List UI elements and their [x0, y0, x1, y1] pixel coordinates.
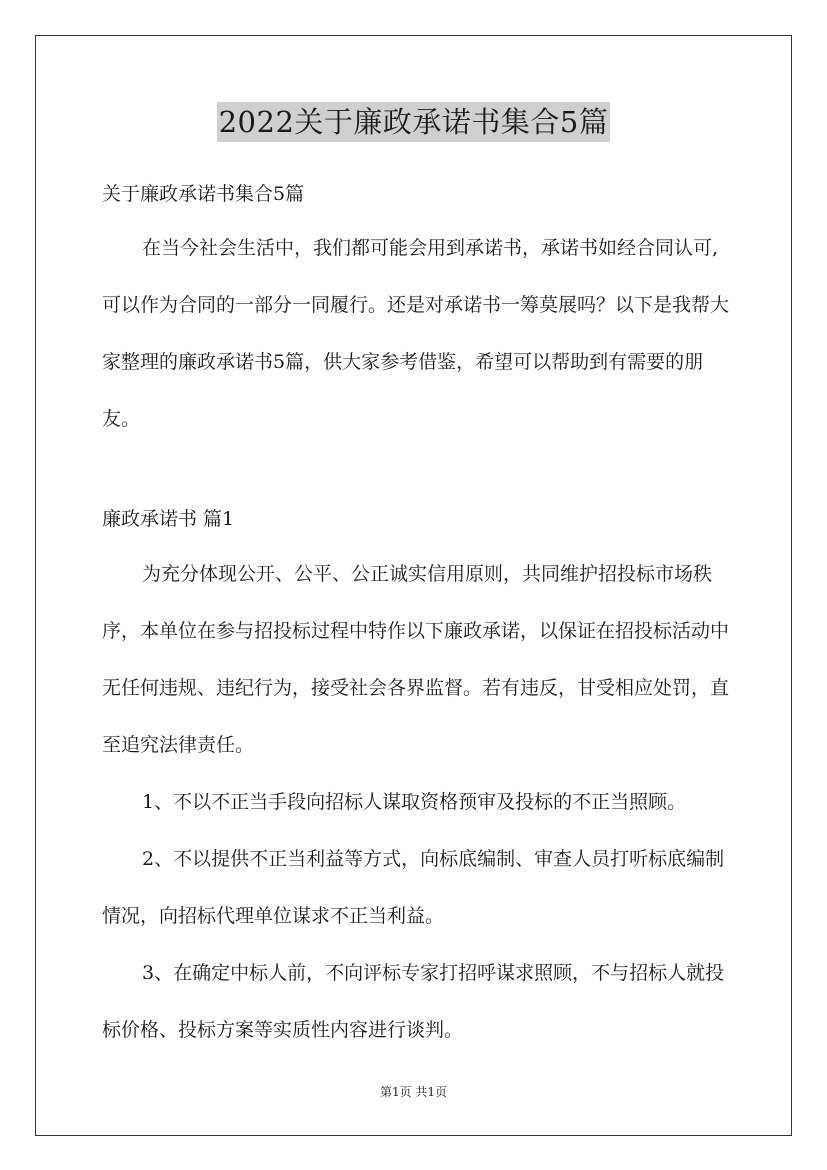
- page-footer: 第1页 共1页: [379, 1085, 448, 1099]
- section-body: [102, 546, 732, 1059]
- commitment-item-3: 3、在确定中标人前，不向评标专家打招呼谋求照顾，不与招标人就投标价格、投标方案等实质性内容进行谈判。: [102, 962, 725, 1041]
- title-container: [0, 102, 827, 142]
- intro-paragraph: 在当今社会生活中，我们都可能会用到承诺书，承诺书如经合同认可,可以作为合同的一部分一同履行。还是对承诺书一筹莫展吗？以下是我帮大家整理的廉政承诺书5篇，供大家参考借鉴，希望可以帮助到有需要的朋友。: [102, 237, 730, 430]
- section-heading: 廉政承诺书 篇1: [102, 508, 235, 530]
- document-subtitle: 关于廉政承诺书集合5篇: [102, 183, 305, 205]
- section-paragraph: 为充分体现公开、公平、公正诚实信用原则，共同维护招投标市场秩序，本单位在参与招投标过程中特作以下廉政承诺，以保证在招投标活动中无任何违规、违纪行为，接受社会各界监督。若有违反，甘受相应处罚，直至追究法律责任。: [102, 563, 730, 756]
- document-title: 2022关于廉政承诺书集合5篇: [217, 102, 611, 142]
- commitment-item-1: 1、不以不正当手段向招标人谋取资格预审及投标的不正当照顾。: [142, 791, 687, 813]
- commitment-item-2: 2、不以提供不正当利益等方式，向标底编制、审查人员打听标底编制情况，向招标代理单位谋求不正当利益。: [102, 848, 725, 927]
